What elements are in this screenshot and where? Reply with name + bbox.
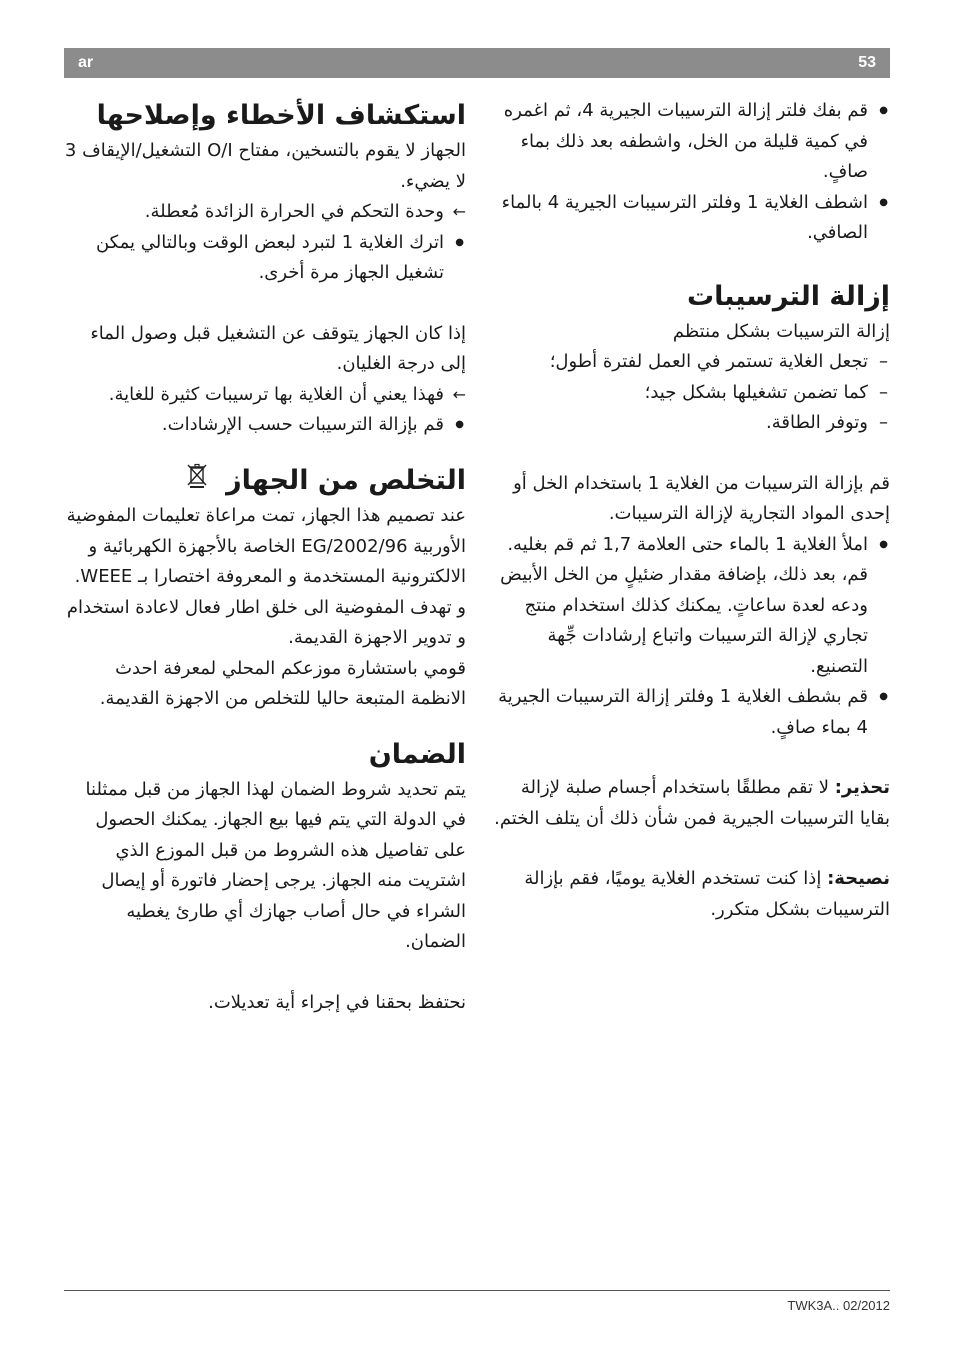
list-item: – كما تضمن تشغيلها بشكل جيد؛ bbox=[492, 378, 890, 409]
trouble-symptom-1: الجهاز لا يقوم بالتسخين، مفتاح O/I التشغيل/الإيقاف 3 لا يضيء. bbox=[64, 140, 466, 192]
cleaning-bullets bbox=[492, 96, 890, 249]
left-column bbox=[64, 96, 466, 1018]
trouble-fix-1 bbox=[64, 228, 466, 289]
trouble-cause-1: ← وحدة التحكم في الحرارة الزائدة مُعطلة. bbox=[64, 197, 466, 228]
list-item: ● اترك الغلاية 1 لتبرد لبعض الوقت وبالتالي يمكن تشغيل الجهاز مرة أخرى. bbox=[64, 228, 466, 289]
descale-paragraph: قم بإزالة الترسيبات من الغلاية 1 باستخدام الخل أو إحدى المواد التجارية لإزالة الترسيبات. bbox=[513, 472, 890, 524]
trouble-fix-2 bbox=[64, 410, 466, 441]
right-column bbox=[492, 96, 890, 925]
trouble-cause-2: ← فهذا يعني أن الغلاية بها ترسيبات كثيرة للغاية. bbox=[64, 380, 466, 411]
list-item: ● قم بإزالة الترسيبات حسب الإرشادات. bbox=[64, 410, 466, 441]
descale-intro: إزالة الترسيبات بشكل منتظم bbox=[672, 320, 890, 342]
list-item: ● قم بشطف الغلاية 1 وفلتر إزالة الترسيبات الجيرية 4 بماء صافٍ. bbox=[492, 682, 890, 743]
footer-divider bbox=[64, 1290, 890, 1291]
list-item: ● املأ الغلاية 1 بالماء حتى العلامة 1,7 ثم قم بغليه. قم، بعد ذلك، بإضافة مقدار ضئيلٍ من الخل الأبيض ودعه لعدة ساعاتٍ. يمكنك كذلك استخدام منتج تجاري لإزالة الترسيبات واتباع إرشادات جِّهة التصنيع. bbox=[492, 530, 890, 683]
warranty-paragraph-1: يتم تحديد شروط الضمان لهذا الجهاز من قبل ممثلنا في الدولة التي يتم فيها بيع الجهاز. يمكنك الحصول على تفاصيل هذه الشروط من قبل الموزع الذي اشتريت منه الجهاز. يرجى إحضار فاتورة أو إيصال الشراء في حال أصاب جهازك أي طارئ يغطيه الضمان. bbox=[85, 778, 466, 952]
tip-note bbox=[492, 864, 890, 925]
list-item: – تجعل الغلاية تستمر في العمل لفترة أطول؛ bbox=[492, 347, 890, 378]
page-number: 53 bbox=[858, 54, 876, 71]
list-item: ● اشطف الغلاية 1 وفلتر الترسيبات الجيرية 4 بالماء الصافي. bbox=[492, 188, 890, 249]
header-bar bbox=[64, 48, 890, 78]
warning-text: لا تقم مطلقًا باستخدام أجسام صلبة لإزالة بقايا الترسيبات الجيرية فمن شأن ذلك أن يتلف الختم. bbox=[494, 777, 890, 829]
language-code: ar bbox=[78, 54, 94, 71]
descale-heading: إزالة الترسيبات bbox=[686, 280, 890, 312]
warranty-heading: الضمان bbox=[368, 738, 466, 770]
disposal-heading-row bbox=[64, 461, 466, 502]
crossed-bin-icon bbox=[187, 461, 207, 501]
trouble-symptom-2: إذا كان الجهاز يتوقف عن التشغيل قبل وصول الماء إلى درجة الغليان. bbox=[90, 322, 466, 374]
warning-note bbox=[492, 773, 890, 834]
tip-label: نصيحة: bbox=[827, 868, 890, 889]
tip-text: إذا كنت تستخدم الغلاية يوميًا، فقم بإزالة الترسيبات بشكل متكرر. bbox=[524, 868, 890, 920]
disposal-paragraph-2: قومي باستشارة موزعكم المحلي لمعرفة احدث الانظمة المتبعة حاليا للتخلص من الاجهزة القديمة. bbox=[99, 657, 466, 709]
troubleshooting-heading: استكشاف الأخطاء وإصلاحها bbox=[96, 100, 466, 131]
list-item: ● قم بفك فلتر إزالة الترسيبات الجيرية 4، ثم اغمره في كمية قليلة من الخل، واشطفه بعد ذلك بماء صافٍ. bbox=[492, 96, 890, 188]
list-item: – وتوفر الطاقة. bbox=[492, 408, 890, 439]
warranty-paragraph-2: نحتفظ بحقنا في إجراء أية تعديلات. bbox=[208, 991, 466, 1013]
footer-model-date: TWK3A.. 02/2012 bbox=[787, 1298, 890, 1313]
descale-bullets bbox=[492, 530, 890, 744]
disposal-heading: التخلص من الجهاز bbox=[226, 464, 466, 496]
disposal-paragraph-1: عند تصميم هذا الجهاز، تمت مراعاة تعليمات المفوضية الأوربية 2002/96/EG الخاصة بالأجهزة الكهربائية و الالكترونية المستخدمة و المعروفة اختصارا بـ WEEE. و تهدف المفوضية الى خلق اطار فعال لاعادة استخدام و تدوير الاجهزة القديمة. bbox=[66, 505, 466, 648]
warning-label: تحذير: bbox=[834, 777, 890, 798]
